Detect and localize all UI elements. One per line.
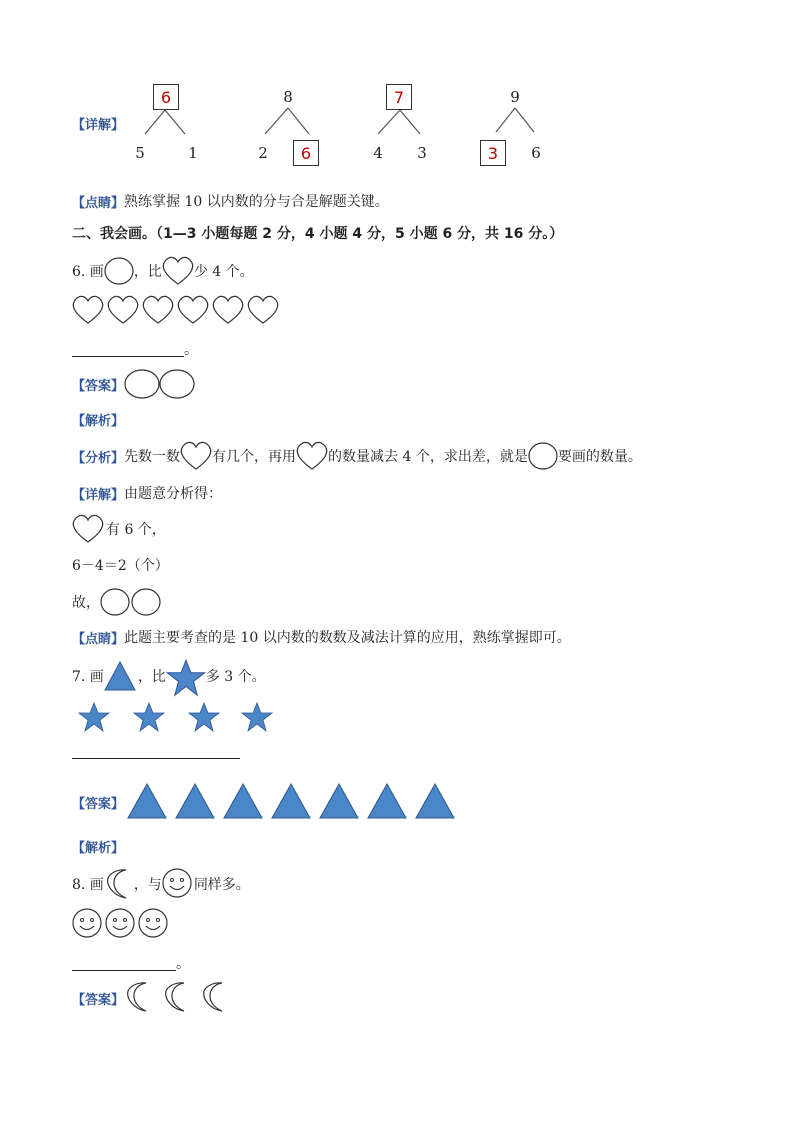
circle-icon — [125, 370, 159, 398]
triangle-icon — [224, 784, 262, 818]
q6-conclusion: 故， — [72, 586, 164, 618]
answer-triangles — [124, 782, 464, 822]
q6-hearts — [72, 295, 287, 331]
tree-2-left: 2 — [258, 144, 268, 162]
circle-icon — [101, 589, 129, 615]
tree-1 — [135, 82, 215, 172]
heart-icon — [180, 441, 212, 471]
tree-1-top: 6 — [153, 84, 179, 110]
smiley-icon — [73, 909, 101, 937]
tree-1-right: 1 — [188, 144, 198, 162]
star-icon — [79, 703, 109, 731]
tree-3 — [370, 82, 450, 172]
circle-icon — [104, 257, 134, 285]
q8-smileys — [72, 908, 172, 944]
q7-answer-blank[interactable] — [72, 758, 240, 759]
moon-icon — [128, 983, 146, 1011]
q8-answer-blank[interactable] — [72, 956, 176, 971]
q8-prompt: 8. 画 ，与 同样多。 — [72, 868, 250, 900]
tree-3-left: 4 — [373, 144, 383, 162]
q6-answer: 【答案】 — [72, 368, 196, 400]
q6-xiangjie: 【详解】 由题意分析得： — [72, 486, 223, 503]
smiley-icon — [139, 909, 167, 937]
q8-answer-line: 。 — [72, 952, 190, 974]
circle-icon — [132, 589, 160, 615]
heart-icon — [178, 296, 207, 323]
q6-count: 有 6 个， — [72, 514, 166, 544]
triangle-icon — [176, 784, 214, 818]
q6-answer-line: 。 — [72, 338, 198, 360]
circle-icon — [528, 442, 558, 470]
circle-icon — [160, 370, 194, 398]
q6-calc: 6－4＝2（个） — [72, 558, 169, 574]
tree-2-right: 6 — [293, 140, 319, 166]
answer-circles — [124, 368, 196, 400]
tag-xiangjie: 【详解】 — [72, 118, 125, 133]
q7-jiexi: 【解析】 — [72, 840, 125, 856]
q8-answer: 【答案】 — [72, 980, 244, 1016]
star-icon — [189, 703, 219, 731]
triangle-icon — [104, 660, 138, 692]
q7-answer: 【答案】 — [72, 782, 464, 822]
triangle-icon — [416, 784, 454, 818]
q7-prompt: 7. 画 ，比 多 3 个。 — [72, 660, 266, 692]
heart-icon — [296, 441, 328, 471]
tree-2 — [255, 82, 335, 172]
star-icon — [134, 703, 164, 731]
star-icon — [242, 703, 272, 731]
moon-icon — [104, 868, 134, 900]
tree-1-left: 5 — [135, 144, 145, 162]
triangle-icon — [320, 784, 358, 818]
q6-prompt: 6. 画 ，比 少 4 个。 — [72, 256, 254, 286]
heart-icon — [108, 296, 137, 323]
heart-icon — [213, 296, 242, 323]
q6-fenxi: 【分析】 先数一数 有几个，再用 的数量减去 4 个，求出差，就是 要画的数量。 — [72, 440, 642, 472]
smiley-icon — [162, 868, 194, 900]
tree-4-right: 6 — [531, 144, 541, 162]
q6-answer-blank[interactable] — [72, 342, 184, 357]
q6-dianjing: 【点睛】 此题主要考查的是 10 以内数的数数及减法计算的应用，熟练掌握即可。 — [72, 630, 571, 647]
heart-icon — [72, 514, 106, 544]
moon-icon — [166, 983, 184, 1011]
heart-icon — [143, 296, 172, 323]
smiley-icon — [106, 909, 134, 937]
triangle-icon — [128, 784, 166, 818]
decomposition-trees — [0, 0, 794, 180]
moon-icon — [204, 983, 222, 1011]
triangle-icon — [368, 784, 406, 818]
tree-3-top: 7 — [386, 84, 412, 110]
heart-icon — [162, 256, 194, 286]
tree-3-right: 3 — [417, 144, 427, 162]
q7-stars — [78, 702, 288, 740]
heart-icon — [73, 296, 102, 323]
triangle-icon — [272, 784, 310, 818]
tree-2-top: 8 — [283, 88, 293, 106]
star-icon — [166, 659, 206, 693]
section-2-heading: 二、我会画。（1—3 小题每题 2 分，4 小题 4 分，5 小题 6 分，共 16 分。） — [72, 226, 564, 242]
answer-moons — [124, 981, 244, 1015]
dianjing-1: 【点睛】 熟练掌握 10 以内数的分与合是解题关键。 — [72, 190, 389, 212]
tree-4 — [478, 82, 558, 172]
heart-icon — [248, 296, 277, 323]
q6-jiexi: 【解析】 — [72, 413, 125, 429]
tree-4-top: 9 — [510, 88, 520, 106]
tree-4-left: 3 — [480, 140, 506, 166]
answer-circles — [100, 587, 164, 617]
dianjing-1-text: 熟练掌握 10 以内数的分与合是解题关键。 — [124, 194, 389, 210]
